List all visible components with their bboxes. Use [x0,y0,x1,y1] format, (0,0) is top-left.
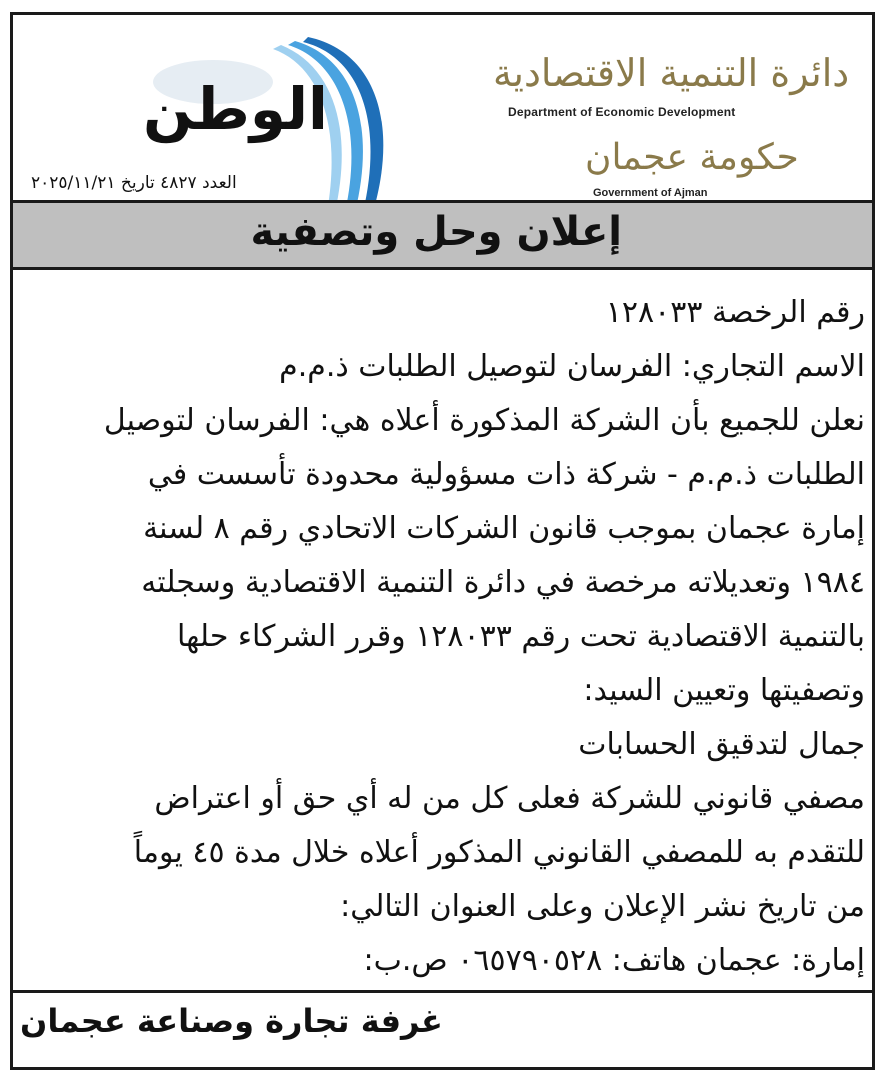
department-name-arabic: دائرة التنمية الاقتصادية [493,51,850,95]
notice-title: إعلان وحل وتصفية [250,209,622,255]
issue-date-line: العدد ٤٨٢٧ تاريخ ٢٠٢٥/١١/٢١ [31,173,237,193]
notice-line: إمارة عجمان بموجب قانون الشركات الاتحادي رقم ٨ لسنة [143,511,865,546]
notice-line: إمارة: عجمان هاتف: ٠٦٥٧٩٠٥٢٨ ص.ب: [363,943,865,978]
notice-line: ١٩٨٤ وتعديلاته مرخصة في دائرة التنمية الاقتصادية وسجلته [141,565,865,600]
notice-title-band [13,200,872,270]
notice-body [25,286,865,988]
notice-line: نعلن للجميع بأن الشركة المذكورة أعلاه هي: الفرسان لتوصيل [103,403,865,438]
government-name-arabic: حكومة عجمان [585,137,799,178]
footer-divider [13,990,872,993]
notice-line: الطلبات ذ.م.م - شركة ذات مسؤولية محدودة تأسست في [147,457,865,492]
notice-line: من تاريخ نشر الإعلان وعلى العنوان التالي: [340,889,865,924]
notice-line: مصفي قانوني للشركة فعلى كل من له أي حق أو اعتراض [154,781,865,816]
notice-line: وتصفيتها وتعيين السيد: [583,673,865,708]
department-name-english: Department of Economic Development [508,105,736,119]
notice-header [13,15,872,198]
government-name-english: Government of Ajman [593,187,708,199]
newspaper-name: الوطن [143,75,328,143]
notice-footer-issuer: غرفة تجارة وصناعة عجمان [20,1002,443,1040]
newspaper-logo [73,37,393,147]
notice-line: رقم الرخصة ١٢٨٠٣٣ [605,295,865,330]
notice-line: الاسم التجاري: الفرسان لتوصيل الطلبات ذ.م.م [279,349,865,384]
notice-line: جمال لتدقيق الحسابات [578,727,865,762]
notice-line: للتقدم به للمصفي القانوني المذكور أعلاه خلال مدة ٤٥ يوماً [133,835,865,870]
notice-line: بالتنمية الاقتصادية تحت رقم ١٢٨٠٣٣ وقرر الشركاء حلها [176,619,865,654]
